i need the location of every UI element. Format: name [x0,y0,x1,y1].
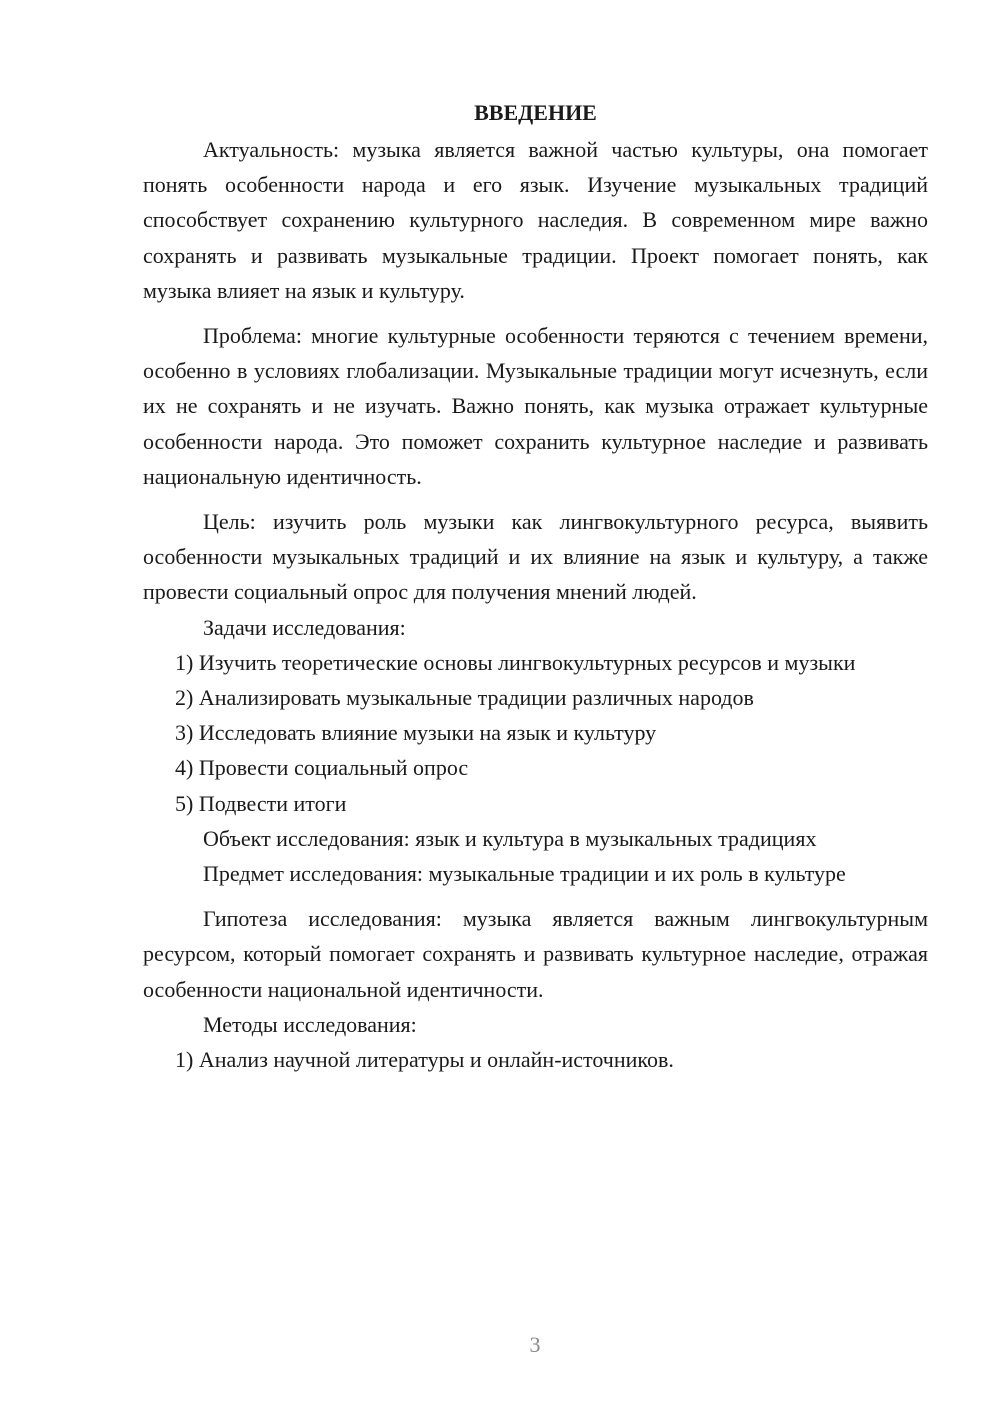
section-heading: ВВЕДЕНИЕ [474,100,597,125]
document-page [143,95,928,1077]
task-item-5: 5) Подвести итоги [175,790,347,816]
problem-paragraph: Проблема: многие культурные особенности теряются с течением времени, особенно в условиях глобализации. Музыкальные традиции могут исчезнуть, если их не сохранять и не изучать. Важно понять, как музыка отражает культурные особенности народа. Это поможет сохранить культурное наследие и развивать национальную идентичность. [143,323,928,489]
task-item-3: 3) Исследовать влияние музыки на язык и культуру [175,720,657,746]
task-item-1: 1) Изучить теоретические основы лингвокультурных ресурсов и музыки [175,649,856,675]
research-object: Объект исследования: язык и культура в музыкальных традициях [203,825,817,851]
hypothesis-paragraph: Гипотеза исследования: музыка является важным лингвокультурным ресурсом, который помогает сохранять и развивать культурное наследие, отражая особенности национальной идентичности. [143,906,928,1002]
page-number: 3 [529,1332,541,1357]
task-item-4: 4) Провести социальный опрос [175,755,469,781]
task-item-2: 2) Анализировать музыкальные традиции различных народов [175,685,754,711]
methods-heading: Методы исследования: [203,1011,417,1037]
research-subject: Предмет исследования: музыкальные традиции и их роль в культуре [203,861,846,887]
tasks-heading: Задачи исследования: [203,614,406,640]
method-item-1: 1) Анализ научной литературы и онлайн-источников. [175,1047,674,1073]
goal-paragraph: Цель: изучить роль музыки как лингвокультурного ресурса, выявить особенности музыкальных традиций и их влияние на язык и культуру, а также провести социальный опрос для получения мнений людей. [143,509,928,605]
relevance-paragraph: Актуальность: музыка является важной частью культуры, она помогает понять особенности народа и его язык. Изучение музыкальных традиций способствует сохранению культурного наследия. В современном мире важно сохранять и развивать музыкальные традиции. Проект помогает понять, как музыка влияет на язык и культуру. [143,137,928,303]
